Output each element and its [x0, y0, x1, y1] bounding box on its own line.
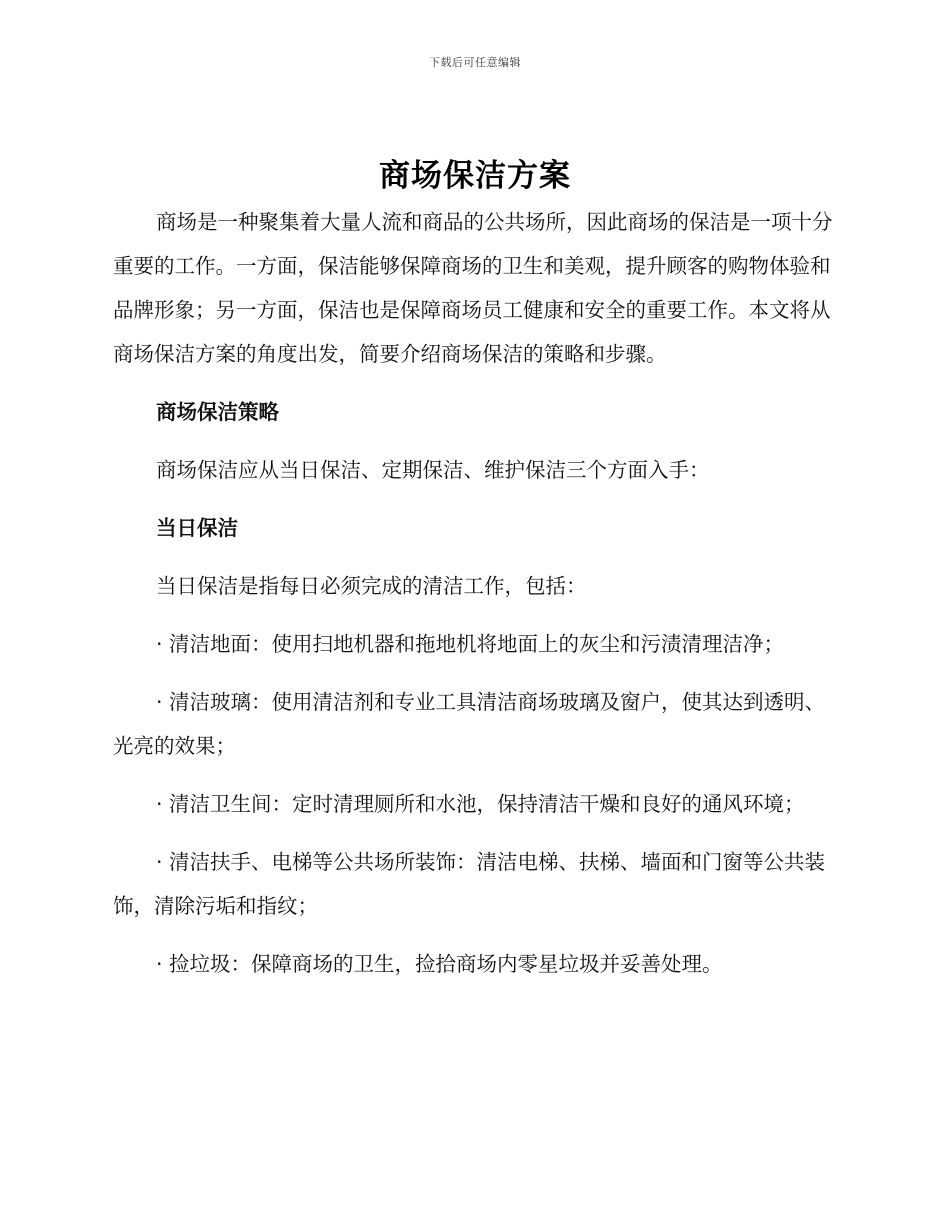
list-item: · 清洁玻璃：使用清洁剂和专业工具清洁商场玻璃及窗户，使其达到透明、光亮的效果；: [113, 690, 826, 758]
document-body: [113, 200, 833, 986]
list-item: · 清洁卫生间：定时清理厕所和水池，保持清洁干燥和良好的通风环境；: [156, 792, 805, 816]
strategy-paragraph: 商场保洁应从当日保洁、定期保洁、维护保洁三个方面入手：: [156, 458, 710, 482]
section-heading-strategy: 商场保洁策略: [156, 400, 279, 424]
list-item: · 清洁扶手、电梯等公共场所装饰：清洁电梯、扶梯、墙面和门窗等公共装饰，清除污垢和指纹；: [113, 850, 826, 918]
daily-paragraph: 当日保洁是指每日必须完成的清洁工作，包括：: [156, 574, 587, 598]
list-item: · 捡垃圾：保障商场的卫生，捡拾商场内零星垃圾并妥善处理。: [156, 952, 723, 976]
list-item: · 清洁地面：使用扫地机器和拖地机将地面上的灰尘和污渍清理洁净；: [156, 632, 785, 656]
intro-paragraph: 商场是一种聚集着大量人流和商品的公共场所，因此商场的保洁是一项十分重要的工作。一方面，保洁能够保障商场的卫生和美观，提升顾客的购物体验和品牌形象；另一方面，保洁也是保障商场员工健康和安全的重要工作。本文将从商场保洁方案的角度出发，简要介绍商场保洁的策略和步骤。: [113, 210, 833, 366]
document-title: 商场保洁方案: [379, 158, 571, 194]
header-note: 下载后可任意编辑: [429, 56, 521, 69]
section-heading-daily: 当日保洁: [156, 516, 238, 540]
